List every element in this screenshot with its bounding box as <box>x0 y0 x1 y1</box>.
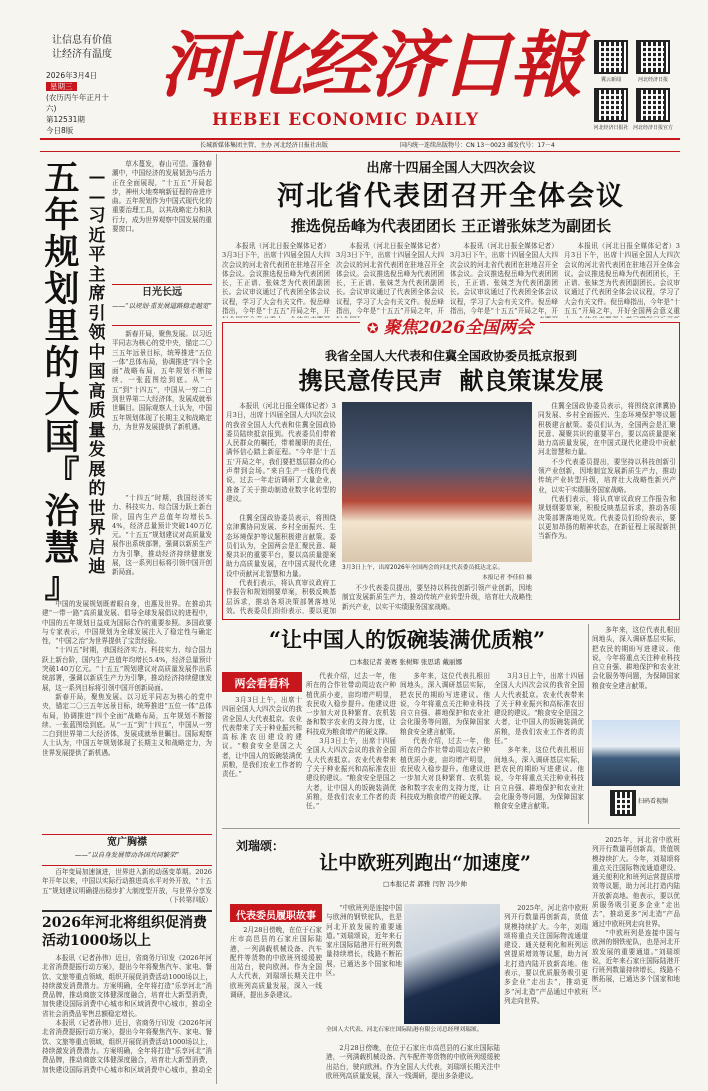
rail-photo <box>404 904 500 1024</box>
rail-kicker: 刘瑞颂： <box>236 839 285 853</box>
feature-subhead-char: 世 <box>88 498 106 519</box>
feature-headline-char: 国 <box>44 417 80 458</box>
feature-subhead-char: 的 <box>88 479 106 499</box>
qr-code-3[interactable] <box>594 88 628 122</box>
feature-subhead-char: 中 <box>88 342 106 363</box>
grain-qr-caption[interactable]: 扫码看视频 <box>638 798 669 805</box>
masthead-rule <box>40 138 680 140</box>
grain-body-4: 3月3日上午，出席十四届全国人大四次会议的我省全国人大代表抵京。农业代表带来了关于种业振兴和高标准农田建设的建议。“粮食安全是国之大者，让中国人的饭碗装满优质粮，是我们农业工作者的责任。” 多年来，这位代表扎根田间地头，深入调研基层实际，把农民的期盼写进建议。他说，今年将重点关注种业科技自立自强、耕地保护和农业社会化服务等问题，为保障国家粮食安全建言献策。 <box>494 672 584 811</box>
feature-subhead-char: 平 <box>88 245 106 265</box>
feature-box-2-sub: ——“以自身发展带动各国共同繁荣” <box>74 851 180 859</box>
grain-byline: □本报记者 姜赛 张树辉 张思诺 戴丽娜 <box>350 658 462 666</box>
feature-col-1: 草木蔓发，春山可望。蓬勃春潮中，中国经济的发展韧劲与活力正在全面展现，“十五五”开局起步，神州大地奏响新征程的奋进序曲。五年规划作为中国式现代化的重要治理工具，以其战略定力和执行力，成为世界观察中国发展的重要窗口。 <box>112 160 212 234</box>
feature-headline-char: 『 <box>44 454 80 495</box>
main-kicker: 出席十四届全国人大四次会议 <box>366 161 536 176</box>
feature-box-1-sub: ——“以规划·重发展道路稳走越宽” <box>112 302 212 310</box>
feature-subhead-char: 国 <box>88 362 106 382</box>
main-body-4: 本报讯（河北日报全媒体记者）3月3日下午，出席十四届全国人大四次会议的河北省代表团在驻地召开全体会议。会议推选倪岳峰为代表团团长，王正谱、张妹芝为代表团副团长。会议审议通过了代表团全体会议议程，学习了大会有关文件。倪岳峰指出，今年是“十五五”开局之年，开好全国两会意义重 <box>564 242 680 316</box>
feature-bottom: 中国的发展规划既着眼自身，也惠及世界。在推动共建“一带一路”高质量发展、倡导全球发展倡议的进程中，中国的五年规划日益成为国际合作的重要参照。多国政要与专家表示，中国规划为全球发展注入了稳定性与确定性，“中国之治”为世界提供了宝贵经验。 “十四五”时期，我国经济实力、科技实力、综合国力跃上新台阶，国内生产总值年均增长5.4%，经济总量预计突破140万亿元。“十五五”规划建议对高质量发展作出系统部署，强调以新质生产力为引擎，推动经济持续健康发展，这一系列目标将引领中国开创新局面。 新春开局，聚焦发展。以习近平同志为核心的党中央，锚定二〇三五年远景目标，统筹推进“五位一体”总体布局，协调推进“四个全面”战略布局，五年规划不断接续、一张蓝图绘到底。从“一五”到“十四五”，中国从一穷二白到世界第二大经济体，发展成就举世瞩目。国际观察人士认为，中国五年规划体现了长期主义和战略定力，为世界发展提供了新机遇。 <box>42 600 212 757</box>
two-sessions-kicker: 我省全国人大代表和住冀全国政协委员抵京报到 <box>324 349 577 363</box>
grain-body-1: 3月3日上午，出席十四届全国人大四次会议的我省全国人大代表抵京。农业代表带来了关于种业振兴和高标准农田建设的建议。“粮食安全是国之大者，让中国人的饭碗装满优质粮，是我们农业工作者的责任。” <box>222 696 302 779</box>
two-sessions-credit: 本报记者 李佳伯 摄 <box>481 575 532 581</box>
qr-label-2: 河北经济日报 <box>637 77 668 83</box>
slogan-block <box>52 34 112 62</box>
feature-bottom-2: 百年变局加速演进，世界进入新的动荡变革期。2026年开年以来，中国以实际行动推进高水平对外开放，“十五五”规划建议明确提出稳步扩大制度型开放，与世界分享发 <box>42 868 212 895</box>
feature-subhead-char: 迪 <box>88 557 106 577</box>
lunar-date: (农历丙午年正月十六) <box>46 93 109 113</box>
rail-body-2: “中欧班列是连接中国与欧洲的钢铁驼队，也是河北开放发展的重要通道。”刘瑞颂说，近年来石家庄国际陆港开行班列数量持续增长，线路不断拓展，已通达多个国家和地区。 <box>326 904 402 978</box>
feature-box-2-title: 宽广胸襟 <box>107 837 147 848</box>
column-divider-left <box>216 154 217 1084</box>
feature-subhead-char: 展 <box>88 459 106 480</box>
rail-body-4: 2025年，河北省中欧班列开行数量再创新高，货值规模持续扩大。今年，刘瑞颂将重点关注国际物流通道建设、通关便利化和班列运营提质增效等议题，助力河北打造内陆开放新高地。他表示，要以优质服务吸引更多企业“走出去”，推动更多“河北造”产品通过中欧班列走向世界。 <box>504 904 588 1005</box>
feature-headline-char: 』 <box>44 565 80 606</box>
two-sessions-caption: 3月3日上午，出席2026年全国两会的河北代表委员抵达北京。 <box>342 565 504 571</box>
rail-headline: 让中欧班列跑出“加速度” <box>319 852 531 874</box>
two-sessions-banner <box>360 316 540 340</box>
issue-date: 2026年3月4日 <box>46 71 98 80</box>
masthead-rule-2 <box>40 151 680 152</box>
two-sessions-body-2: 住冀全国政协委员表示，将围绕京津冀协同发展、乡村全面振兴、生态环境保护等议题积极建言献策。委员们认为，全国两会是汇聚民意、凝聚共识的重要平台，要以高质量提案助力高质量发展，在中国式现代化建设中贡献河北智慧和力量。 不少代表委员提出，要坚持以科技创新引领产业创新，因地制宜发展新质生产力，推动传统产业转型升级，培育壮大战略性新兴产业，以实干实绩服务国家战略。 代表们表示，将认真审议政府工作报告和规划纲要草案，积极反映基层诉求，推动各项决策部署落地见效。代表委员们纷纷表示，要以更加昂扬的精神状态，在新征程上展现新担当新作为。 <box>538 402 676 541</box>
feature-subhead-char: 引 <box>88 303 106 324</box>
feature-box-1-title: 日光长远 <box>142 287 182 298</box>
feature-col-2: 新春开局，聚焦发展。以习近平同志为核心的党中央，锚定二〇三五年远景目标，统筹推进“五位一体”总体布局，协调推进“四个全面”战略布局，五年规划不断接续、一张蓝图绘到底。从“一五”到“十四五”，中国从一穷二白到世界第二大经济体，发展成就举世瞩目。国际观察人士认为，中国五年规划体现了长期主义和战略定力，为世界发展提供了新机遇。 <box>112 330 212 431</box>
slogan-2: 让经济有温度 <box>52 49 112 60</box>
main-body-1: 本报讯（河北日报全媒体记者）3月3日下午，出席十四届全国人大四次会议的河北省代表团在驻地召开全体会议。会议推选倪岳峰为代表团团长，王正谱、张妹芝为代表团副团长。会议审议通过了代表团全体会议议程，学习了大会有关文件。倪岳峰指出，今年是“十五五”开局之年，开 <box>222 242 330 316</box>
main-headline: 河北省代表团召开全体会议 <box>277 181 625 212</box>
banner-star-icon: ✪ <box>366 321 379 337</box>
feature-box-2 <box>42 834 212 866</box>
rail-body-5: 2025年，河北省中欧班列开行数量再创新高，货值规模持续扩大。今年，刘瑞颂将重点关注国际物流通道建设、通关便利化和班列运营提质增效等议题，助力河北打造内陆开放新高地。他表示，要以优质服务吸引更多企业“走出去”，推动更多“河北造”产品通过中欧班列走向世界。 “中欧班列是连接中国与欧洲的钢铁驼队，也是河北开放发展的重要通道。”刘瑞颂说，近年来石家庄国际陆港开行班列数量持续增长，线路不断拓展，已通达多个国家和地区。 <box>592 836 680 993</box>
feature-box-1 <box>112 284 212 326</box>
date-block <box>46 70 116 136</box>
rail-tag <box>230 904 322 922</box>
rail-tag-text: 代表委员履职故事 <box>236 911 316 922</box>
two-sessions-body-4: 不少代表委员提出，要坚持以科技创新引领产业创新，因地制宜发展新质生产力，推动传统产业转型升级，培育壮大战略性新兴产业，以实干实绩服务国家战略。 <box>342 584 532 611</box>
two-sessions-banner-text: 聚焦2026全国两会 <box>383 318 534 338</box>
feature-subhead <box>86 168 108 578</box>
feature-subhead-char: — <box>88 167 106 187</box>
two-sessions-photo <box>342 402 532 562</box>
two-sessions-headline: 携民意传民声 献良策谋发展 <box>298 366 604 395</box>
feature-continue[interactable]: （下转第四版） <box>165 896 212 904</box>
grain-video-qr[interactable] <box>610 790 636 816</box>
grain-body-2: 代表介绍，过去一年，他所在的合作社带动周边农户种植优质小麦，亩均增产明显，农民收入稳步提升。他建议进一步加大对良种繁育、农机装备和数字农业的支持力度，让科技成为粮食增产的硬支撑。 3月3日上午，出席十四届全国人大四次会议的我省全国人大代表抵京。农业代表带来了关于种业振兴和高标准农田建设的建议。“粮食安全是国之大者，让中国人的饭碗装满优质粮，是我们农业工作者的责任。” <box>306 672 396 811</box>
feature-subhead-char: 质 <box>88 401 106 421</box>
feature-headline-char: 年 <box>44 195 80 236</box>
consumption-rule <box>42 910 212 912</box>
grain-headline: “让中国人的饭碗装满优质粮” <box>268 627 546 652</box>
grain-body-3: 多年来，这位代表扎根田间地头，深入调研基层实际，把农民的期盼写进建议。他说，今年将重点关注种业科技自立自强、耕地保护和农业社会化服务等问题，为保障国家粮食安全建言献策。 代表介绍，过去一年，他所在的合作社带动周边农户种植优质小麦，亩均增产明显，农民收入稳步提升。他建议进一步加大对良种繁育、农机装备和数字农业的支持力度，让科技成为粮食增产的硬支撑。 <box>400 672 490 801</box>
qr-code-4[interactable] <box>636 88 670 122</box>
main-body-3: 本报讯（河北日报全媒体记者）3月3日下午，出席十四届全国人大四次会议的河北省代表团在驻地召开全体会议。会议推选倪岳峰为代表团团长，王正谱、张妹芝为代表团副团长。会议审议通过了代表团全体会议议程，学习了大会有关文件。倪岳峰指出，今年是“十五五”开局之年，开 <box>450 242 558 316</box>
grain-photo <box>592 720 680 786</box>
feature-headline <box>42 160 82 604</box>
slogan-1: 让信息有价值 <box>52 35 112 46</box>
grain-divider <box>588 624 589 824</box>
consumption-headline: 2026年河北将组织促消费活动1000场以上 <box>42 915 207 949</box>
feature-subhead-char: 启 <box>88 537 106 558</box>
feature-headline-char: 治 <box>44 491 80 532</box>
feature-subhead-char: 发 <box>88 440 106 460</box>
issue-number: 第12531期 <box>46 115 85 124</box>
weekday-badge: 星期三 <box>46 82 77 91</box>
feature-subhead-char: 主 <box>88 264 106 285</box>
masthead-title-en: HEBEI ECONOMIC DAILY <box>212 110 479 130</box>
grain-tag-text: 两会看看科 <box>234 677 290 690</box>
feature-subhead-char: 界 <box>88 518 106 538</box>
two-sessions-body-1: 本报讯（河北日报全媒体记者）3月3日，出席十四届全国人大四次会议的我省全国人大代表和住冀全国政协委员陆续抵京报到。代表委员们带着人民群众的嘱托，带着履职的责任，满怀信心踏上新征程。“今年是‘十五五’开局之年，我们要把基层群众的心声带到会场。”来自生产一线的代表说，过去一年走访调研了大量企业，准备了关于推动制造业数字化转型的建议。 <box>226 402 336 503</box>
qr-label-1: 冀云新闻 <box>600 77 621 83</box>
feature-subhead-char: 习 <box>88 206 106 226</box>
consumption-body: 本报讯（记者孙伟）近日，省商务厅印发《2026年河北省消费提振行动方案》，提出今年将聚焦汽车、家电、餐饮、文旅等重点领域，组织开展促消费活动1000场以上，持续激发消费潜力。方案明确，全年将打造“乐享河北”消费品牌，推动商旅文体健深度融合，培育壮大新型消费，加快建设国际消费中心城市和区域消费中心城市，推动全省社会消费品零售总额稳定增长。 本报讯（记者孙伟）近日，省商务厅印发《2026年河北省消费提振行动方案》，提出今年将聚焦汽车、家电、餐饮、文旅等重点领域，组织开展促消费活动1000场以上，持续激发消费潜力。方案明确，全年将打造“乐享河北”消费品牌，推动商旅文体健深度融合，培育壮大新型消费，加快建设国际消费中心城市和区域消费中心城市，推动全 <box>42 954 212 1074</box>
qr-code-1[interactable] <box>594 40 628 74</box>
grain-body-5: 多年来，这位代表扎根田间地头，深入调研基层实际，把农民的期盼写进建议。他说，今年将重点关注种业科技自立自强、耕地保护和农业社会化服务等问题，为保障国家粮食安全建言献策。 <box>592 626 680 690</box>
feature-headline-char: 大 <box>44 380 80 421</box>
qr-label-3: 河北经济日报社 <box>593 125 629 131</box>
feature-subhead-char: 领 <box>88 323 106 343</box>
feature-headline-char: 五 <box>44 158 80 199</box>
rail-body-1: 2月28日傍晚，在位于石家庄市高邑县的石家庄国际陆港，一列满载机械设备、汽车配件等货物的中欧班列缓缓驶出站台，驶向欧洲。作为全国人大代表，刘瑞颂长期关注中欧班列高质量发展，深入一线调研，提出多条建议。 <box>230 926 322 1000</box>
rail-caption: 全国人大代表、河北石家庄国际陆港有限公司总经理刘瑞颂。 <box>326 1027 483 1033</box>
feature-headline-char: 规 <box>44 232 80 273</box>
page-count: 今日8版 <box>46 126 74 135</box>
feature-subhead-char: 高 <box>88 381 106 402</box>
feature-headline-char: 里 <box>44 306 80 347</box>
rail-byline: □本报记者 郭雅 闫智 冯少帅 <box>383 880 467 888</box>
grain-tag <box>222 672 302 692</box>
feature-subhead-char: 席 <box>88 284 106 304</box>
feature-subhead-char: — <box>88 186 106 207</box>
publication-code: 国内统一连续出版物号：CN 13－0023 邮发代号：17－4 <box>400 142 555 149</box>
feature-subhead-char: 近 <box>88 225 106 246</box>
grain-bottom-rule <box>222 828 680 829</box>
publisher-line: 长城新媒体集团主管、主办 河北经济日报社出版 <box>200 142 328 149</box>
two-sessions-body-3: 住冀全国政协委员表示，将围绕京津冀协同发展、乡村全面振兴、生态环境保护等议题积极建言献策。委员们认为，全国两会是汇聚民意、凝聚共识的重要平台，要以高质量提案助力高质量发展，在中国式现代化建设中贡献河北智慧和力量。 代表们表示，将认真审议政府工作报告和规划纲要草案，积极反映基层诉求，推动各项决策部署落地见效。代表委员们纷纷表示，要以更加 <box>226 514 336 614</box>
feature-headline-char: 的 <box>44 343 80 384</box>
main-body-2: 本报讯（河北日报全媒体记者）3月3日下午，出席十四届全国人大四次会议的河北省代表团在驻地召开全体会议。会议推选倪岳峰为代表团团长，王正谱、张妹芝为代表团副团长。会议审议通过了代表团全体会议议程，学习了大会有关文件。倪岳峰指出，今年是“十五五”开局之年，开 <box>336 242 444 316</box>
feature-headline-char: 慧 <box>44 528 80 569</box>
rail-body-3: 2月28日傍晚，在位于石家庄市高邑县的石家庄国际陆港，一列满载机械设备、汽车配件等货物的中欧班列缓缓驶出站台，驶向欧洲。作为全国人大代表，刘瑞颂长期关注中欧班列高质量发展，深入一线调研，提出多条建议。 <box>326 1044 500 1080</box>
qr-label-4: 河北经济日报官方 <box>632 125 673 131</box>
qr-code-2[interactable] <box>636 40 670 74</box>
feature-subhead-char: 量 <box>88 420 106 441</box>
feature-col-3: “十四五”时期，我国经济实力、科技实力、综合国力跃上新台阶，国内生产总值年均增长5.4%，经济总量预计突破140万亿元。“十五五”规划建议对高质量发展作出系统部署，强调以新质生产力为引擎，推动经济持续健康发展，这一系列目标将引领中国开创新局面。 <box>112 494 212 577</box>
masthead-title: 河北经济日報 <box>160 22 581 107</box>
feature-headline-char: 划 <box>44 269 80 310</box>
main-subhead: 推选倪岳峰为代表团团长 王正谱张妹芝为副团长 <box>290 217 612 235</box>
